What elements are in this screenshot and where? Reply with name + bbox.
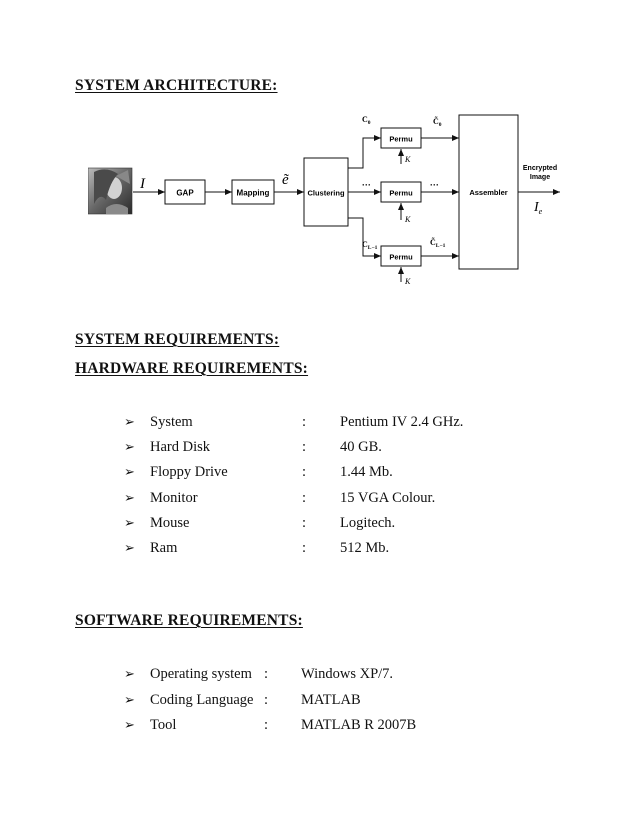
arrow-bullet-icon: ➢ [124, 489, 135, 505]
hardware-item [124, 413, 544, 431]
software-item-label: Operating system [150, 666, 252, 682]
arrow-bullet-icon: ➢ [124, 666, 135, 681]
permu-label-top: Permu [389, 134, 413, 144]
hardware-item-value: 40 GB. [340, 439, 382, 456]
separator-colon: : [264, 666, 269, 682]
software-item [124, 691, 544, 709]
separator-colon: : [302, 489, 307, 506]
separator-colon: : [302, 414, 307, 430]
hardware-item [124, 539, 544, 557]
arrow-bullet-icon: ➢ [124, 717, 135, 732]
arrow-clustering-to-permu-top [348, 138, 381, 168]
cl-tilde-label: $C̃_{L-1}$ [430, 238, 446, 249]
arrow-bullet-icon: ➢ [124, 414, 135, 429]
c0-tilde-label: $C̃_0$ [433, 117, 442, 128]
mapping-label: Mapping [236, 188, 270, 198]
software-item [124, 665, 544, 683]
system-architecture-diagram [88, 108, 568, 294]
hardware-requirements-heading: HARDWARE REQUIREMENTS: [75, 360, 309, 377]
hardware-item-label: Ram [150, 540, 178, 556]
encrypted-label-line2: Image [529, 174, 551, 181]
hardware-item [124, 489, 544, 507]
key-label-top: K [405, 155, 411, 164]
output-label: $I_e$ [534, 200, 543, 216]
hardware-item-label: Hard Disk [150, 439, 211, 456]
separator-colon: : [302, 439, 307, 456]
permu-label-bottom: Permu [389, 252, 413, 262]
separator-colon: : [302, 540, 307, 556]
arrow-bullet-icon: ➢ [124, 540, 135, 555]
gap-label: GAP [176, 188, 194, 198]
system-requirements-heading: SYSTEM REQUIREMENTS: [75, 331, 280, 348]
system-architecture-heading: SYSTEM ARCHITECTURE: [75, 77, 278, 94]
c0-label: $C_0$ [362, 115, 371, 126]
separator-colon: : [302, 464, 307, 481]
arrow-bullet-icon: ➢ [124, 514, 135, 530]
cl-label: $C_{L-1}$ [362, 240, 378, 251]
hardware-item [124, 514, 544, 532]
separator-colon: : [264, 717, 269, 733]
key-label-bottom: K [405, 277, 411, 286]
hardware-item-label: System [150, 414, 193, 430]
hardware-item-value: 512 Mb. [340, 540, 390, 556]
dots-right: ··· [430, 180, 439, 190]
hardware-item-label: Mouse [150, 514, 190, 531]
hardware-item-label: Monitor [150, 489, 198, 506]
architecture-diagram-svg [88, 108, 568, 294]
hardware-item-value: Pentium IV 2.4 GHz. [340, 414, 464, 430]
software-item [124, 716, 544, 734]
arrow-bullet-icon: ➢ [124, 439, 135, 455]
hardware-item-value: 15 VGA Colour. [340, 489, 436, 506]
hardware-item-label: Floppy Drive [150, 464, 228, 481]
hardware-item-value: Logitech. [340, 514, 396, 531]
assembler-label: Assembler [469, 188, 508, 197]
hardware-item-value: 1.44 Mb. [340, 464, 393, 481]
software-item-label: Tool [150, 717, 177, 733]
separator-colon: : [302, 514, 307, 531]
software-item-value: MATLAB [301, 691, 361, 708]
encrypted-label-line1: Encrypted [522, 165, 558, 172]
arrow-bullet-icon: ➢ [124, 691, 135, 707]
input-label: I [140, 176, 145, 192]
key-label-mid: K [405, 215, 411, 224]
software-item-label: Coding Language [150, 691, 254, 708]
hardware-item [124, 463, 544, 481]
hardware-item [124, 438, 544, 456]
software-requirements-heading: SOFTWARE REQUIREMENTS: [75, 612, 303, 629]
clustering-label: Clustering [307, 188, 345, 198]
permu-label-mid: Permu [389, 188, 413, 198]
mapped-label: ẽ [282, 172, 289, 188]
software-item-value: Windows XP/7. [301, 666, 394, 682]
arrow-bullet-icon: ➢ [124, 464, 135, 480]
dots-left: ··· [362, 180, 371, 190]
separator-colon: : [264, 691, 269, 708]
input-image-thumbnail [88, 168, 132, 214]
software-item-value: MATLAB R 2007B [301, 717, 417, 733]
